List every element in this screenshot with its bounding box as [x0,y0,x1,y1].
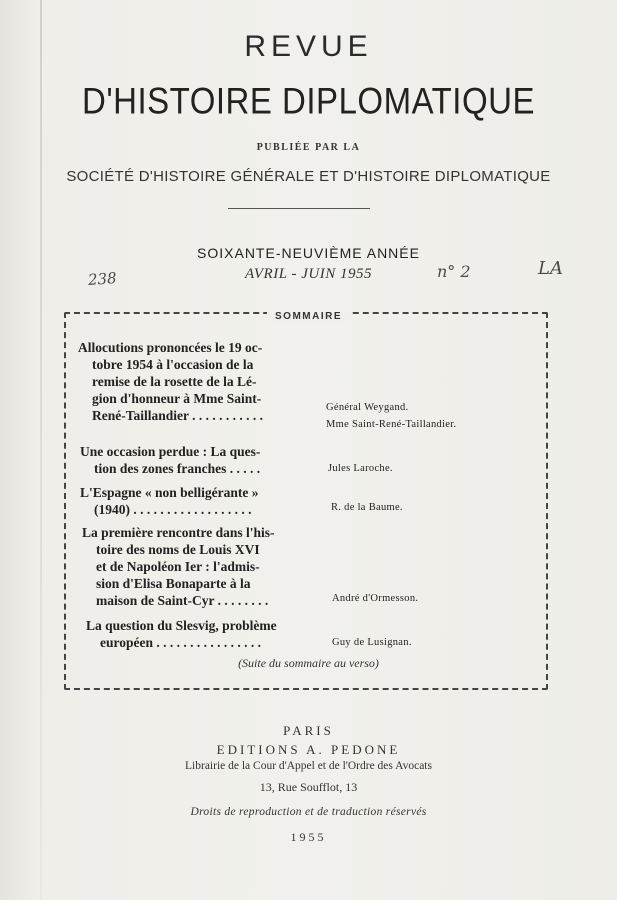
journal-revue-label: REVUE [244,30,373,63]
contents-entry-3 [80,484,259,518]
entry-line: René-Taillandier . . . . . . . . . . . [92,408,264,423]
issue-date: AVRIL - JUIN 1955 [244,266,373,282]
entry-line: et de Napoléon Ier : l'admis- [96,559,260,574]
author-line: Général Weygand. [326,402,409,413]
entry-line: sion d'Elisa Bonaparte à la [96,576,251,591]
entry-line: L'Espagne « non belligérante » [80,485,259,500]
contents-title: SOMMAIRE [267,311,350,322]
handwritten-note-number: n° 2 [437,262,471,281]
handwritten-note-right: LA [538,258,563,279]
entry-line: remise de la rosette de la Lé- [92,374,257,389]
author-line: Guy de Lusignan. [332,637,412,648]
contents-entry-5 [86,617,277,651]
contents-author-2 [328,458,393,477]
entry-line: maison de Saint-Cyr . . . . . . . . [96,593,269,608]
entry-line: toire des noms de Louis XVI [96,542,260,557]
publication-year: 1955 [290,830,327,844]
author-line: Mme Saint-René-Taillandier. [326,419,457,430]
author-line: André d'Ormesson. [332,593,419,604]
entry-line: (1940) . . . . . . . . . . . . . . . . . . [94,502,252,517]
entry-line: La question du Slesvig, problème [86,618,277,633]
contents-entry-2 [80,443,260,477]
rights-notice: Droits de reproduction et de traduction réservés [190,806,427,818]
contents-author-1 [326,399,456,433]
contents-entry-4 [82,524,275,609]
society-name: SOCIÉTÉ D'HISTOIRE GÉNÉRALE ET D'HISTOIRE DIPLOMATIQUE [66,168,551,185]
contents-entry-1 [78,339,263,424]
publisher-address: 13, Rue Soufflot, 13 [259,780,358,794]
volume-year: SOIXANTE-NEUVIÈME ANNÉE [197,245,420,261]
publisher-name: EDITIONS A. PEDONE [216,742,401,757]
entry-line: européen . . . . . . . . . . . . . . . . [100,635,261,650]
publisher-description: Librairie de la Cour d'Appel et de l'Ordre des Avocats [185,760,432,772]
author-line: Jules Laroche. [328,463,393,474]
contents-author-3 [331,497,403,516]
contents-author-5 [332,632,412,651]
handwritten-note-left: 238 [87,269,118,289]
entry-line: Une occasion perdue : La ques- [80,444,261,459]
journal-title: D'HISTOIRE DIPLOMATIQUE [82,79,535,122]
entry-line: Allocutions prononcées le 19 oc- [78,340,263,355]
entry-line: La première rencontre dans l'his- [82,525,275,540]
publisher-city: PARIS [283,723,334,738]
entry-line: tion des zones franches . . . . . [94,461,261,476]
author-line: R. de la Baume. [331,502,403,513]
contents-author-4 [332,588,418,607]
contents-continued-note: (Suite du sommaire au verso) [238,656,379,670]
entry-line: tobre 1954 à l'occasion de la [92,357,254,372]
title-divider [228,208,370,209]
entry-line: gion d'honneur à Mme Saint- [92,391,262,406]
contents-heading [0,306,617,324]
published-by-label: PUBLIÉE PAR LA [256,142,361,153]
